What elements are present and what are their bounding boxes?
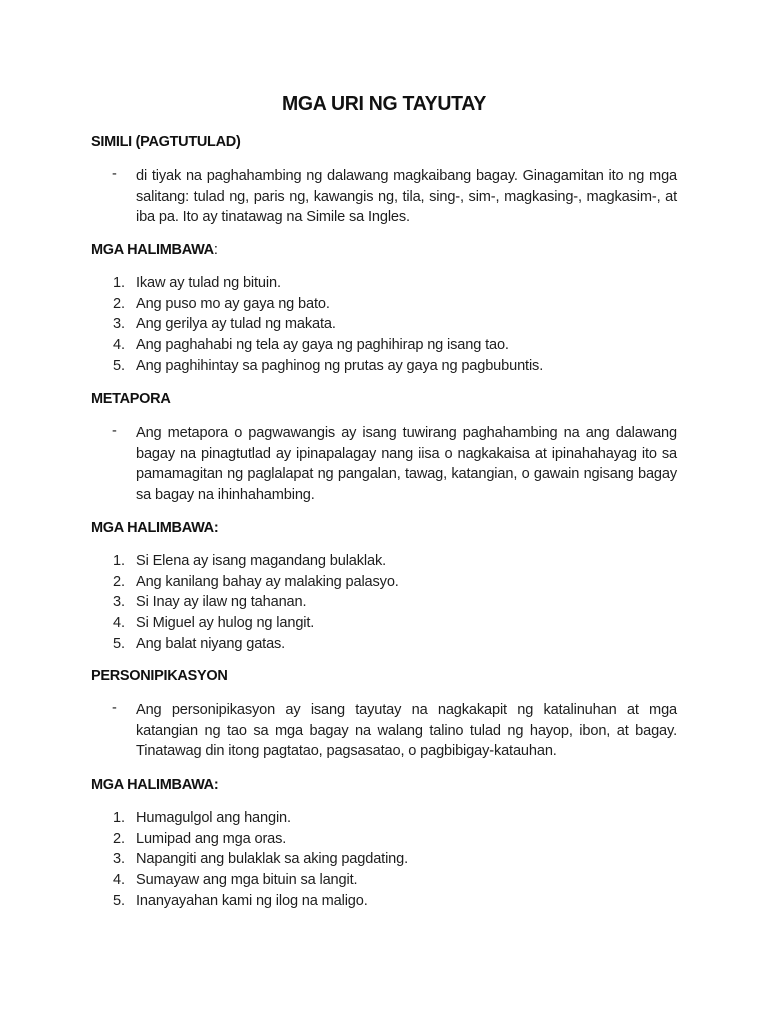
list-text: Ang gerilya ay tulad ng makata. <box>136 316 336 333</box>
list-text: Si Miguel ay hulog ng langit. <box>136 615 315 632</box>
section-heading-personipikasyon: PERSONIPIKASYON <box>91 668 228 684</box>
list-text: Ang paghihintay sa paghinog ng prutas ay gaya ng pagbubuntis. <box>136 357 544 374</box>
section-heading-metapora: METAPORA <box>91 391 171 407</box>
list-number: 2. <box>113 830 125 847</box>
document-title: MGA URI NG TAYUTAY <box>281 92 487 115</box>
list-text: Humagulgol ang hangin. <box>136 810 291 826</box>
examples-heading-label: MGA HALIMBAWA <box>91 242 214 258</box>
list-number: 5. <box>113 892 125 909</box>
list-text: Ikaw ay tulad ng bituin. <box>136 275 281 291</box>
definition-bullet: - <box>112 700 117 716</box>
examples-heading-simili <box>91 242 218 258</box>
list-text: Ang kanilang bahay ay malaking palasyo. <box>136 573 399 590</box>
list-number: 4. <box>113 872 125 889</box>
list-number: 1. <box>113 275 125 291</box>
section-heading-simili: SIMILI (PAGTUTULAD) <box>91 134 241 150</box>
list-number: 4. <box>113 615 125 632</box>
list-number: 3. <box>113 851 125 868</box>
list-number: 3. <box>113 316 125 333</box>
list-number: 4. <box>113 337 125 354</box>
list-text: Ang balat niyang gatas. <box>136 635 286 652</box>
list-number: 2. <box>113 573 125 590</box>
definition-personipikasyon: Ang personipikasyon ay isang tayutay na nagkakapit ng katalinuhan at mga katangian ng tao sa mga bagay na walang talino tulad ng hayop, ibon, at bagay. Tinatawag din itong pagtatao, pagsasatao, o pagbibigay-katauhan. <box>136 702 677 760</box>
definition-bullet: - <box>112 423 117 439</box>
list-text: Lumipad ang mga oras. <box>136 830 287 847</box>
list-number: 2. <box>113 295 125 312</box>
list-text: Sumayaw ang mga bituin sa langit. <box>136 872 358 889</box>
list-number: 5. <box>113 357 125 374</box>
list-text: Ang puso mo ay gaya ng bato. <box>136 295 330 312</box>
list-number: 3. <box>113 594 125 611</box>
list-number: 1. <box>113 553 125 569</box>
list-number: 5. <box>113 635 125 652</box>
list-text: Si Elena ay isang magandang bulaklak. <box>136 553 387 569</box>
examples-heading-metapora: MGA HALIMBAWA: <box>91 520 219 536</box>
examples-heading-personipikasyon: MGA HALIMBAWA: <box>91 777 219 793</box>
examples-heading-colon: : <box>213 242 218 258</box>
list-text: Napangiti ang bulaklak sa aking pagdating. <box>136 851 408 868</box>
definition-bullet: - <box>112 166 117 182</box>
definition-metapora: Ang metapora o pagwawangis ay isang tuwirang paghahambing na ang dalawang bagay na pinagtutlad ay ipinapalagay nang iisa o nagkakaisa at ipinahahayag ito sa pamamagitan ng paglalapat ng pangalan, tawag, katangian, o gawain ngisang bagay sa bagay na ihinhahambing. <box>136 425 677 503</box>
definition-simili: di tiyak na paghahambing ng dalawang magkaibang bagay. Ginagamitan ito ng mga salitang: tulad ng, paris ng, kawangis ng, tila, sing-, sim-, magkasing-, magkasim-, at iba pa. Ito ay tinatawag na Simile sa Ingles. <box>136 168 677 226</box>
list-text: Ang paghahabi ng tela ay gaya ng paghihirap ng isang tao. <box>136 337 509 354</box>
list-text: Si Inay ay ilaw ng tahanan. <box>136 594 307 611</box>
list-text: Inanyayahan kami ng ilog na maligo. <box>136 892 368 909</box>
list-number: 1. <box>113 810 125 826</box>
